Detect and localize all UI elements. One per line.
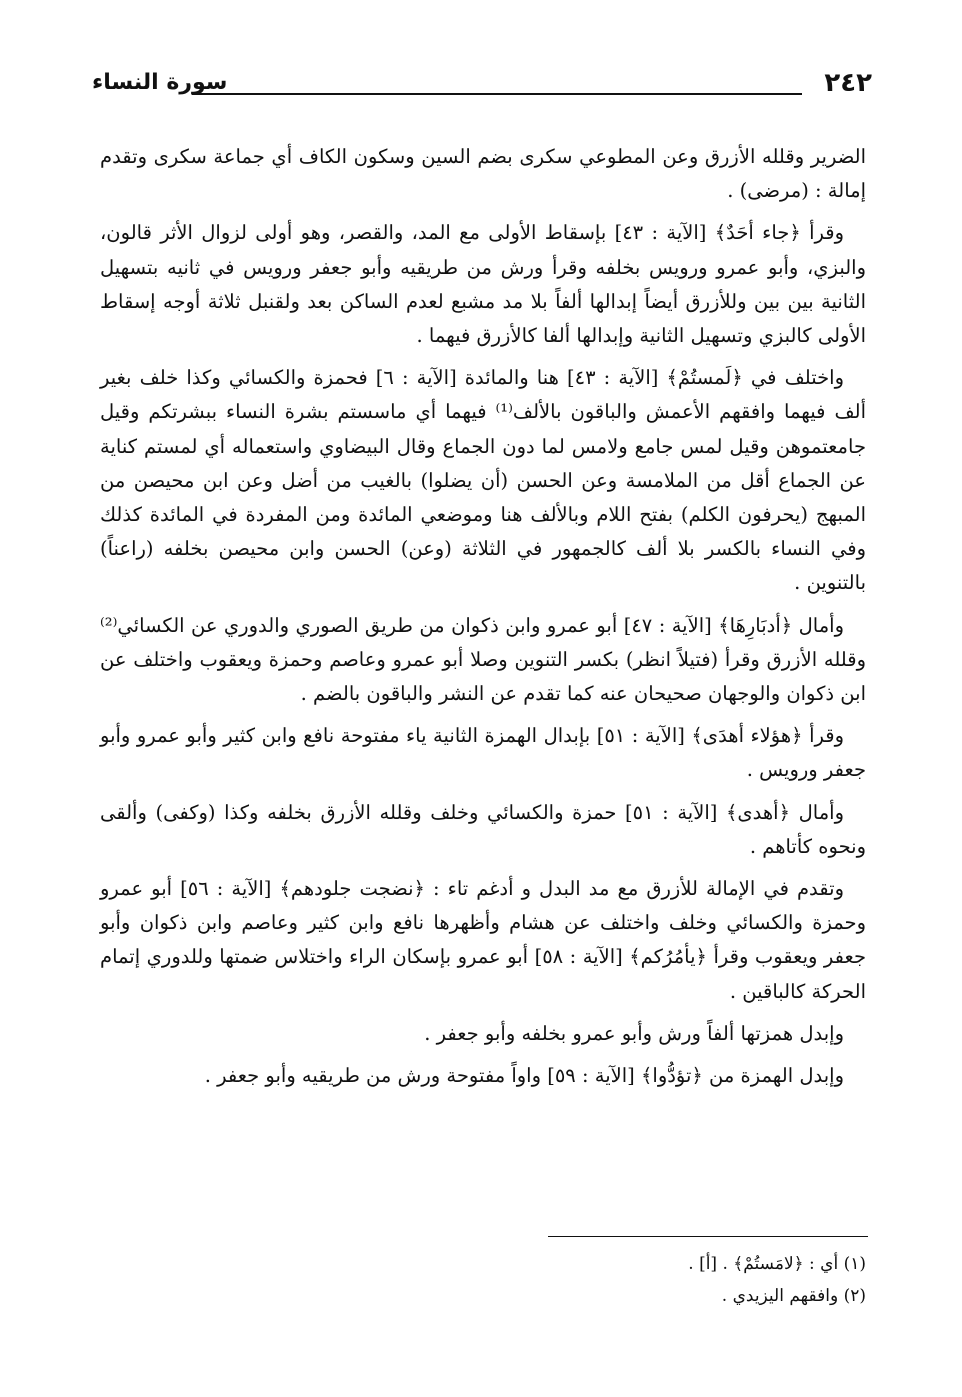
paragraph: وأمال ﴿أدبَارِهَا﴾ [الآية : ٤٧] أبو عمرو وابن ذكوان من طريق الصوري والدوري عن الكسائي⁽²⁾ وقلله الأزرق وقرأ (فتيلاً انظر) بكسر التنوين وصلا أبو عمرو وعاصم وحمزة ويعقوب واختلف عن ابن ذكوان والوجهان صحيحان عنه كما تقدم عن النشر والباقون بالضم . xyxy=(100,613,866,706)
footnote: (٢) وافقهم اليزيدي . xyxy=(721,1286,866,1306)
paragraph: وأمال ﴿أهدى﴾ [الآية : ٥١] حمزة والكسائي وخلف وقلله الأزرق بخلفه وكذا (وكفى) وألقى ونحوه كأتاهم . xyxy=(100,800,866,858)
footnote-separator xyxy=(548,1236,868,1237)
page-number: ٢٤٢ xyxy=(824,68,872,98)
footnote: (١) أي : ﴿لامَستُمْ﴾ . [أ] . xyxy=(688,1254,866,1274)
surah-name: سورة النساء xyxy=(92,70,228,95)
footnotes xyxy=(500,1248,866,1312)
main-text xyxy=(100,140,866,1101)
paragraph: وإبدل الهمزة من ﴿تؤدُّوا﴾ [الآية : ٥٩] واواً مفتوحة ورش من طريقيه وأبو جعفر . xyxy=(204,1064,844,1088)
paragraph: وإبدل همزتها ألفاً ورش وأبو عمرو بخلفه وأبو جعفر . xyxy=(424,1021,844,1045)
paragraph: وقرأ ﴿هؤلاء أهدَى﴾ [الآية : ٥١] بإبدال الهمزة الثانية ياء مفتوحة نافع وابن كثير وأبو عمرو وأبو جعفر ورويس . xyxy=(100,724,866,782)
paragraph: الضرير وقلله الأزرق وعن المطوعي سكرى بضم السين وسكون الكاف أي جماعة سكرى وتقدم إمالة : (مرضى) . xyxy=(100,145,866,203)
header-rule xyxy=(192,93,802,95)
page-header xyxy=(92,66,872,106)
paragraph: وقرأ ﴿جاء أحَدٌ﴾ [الآية : ٤٣] بإسقاط الأولى مع المد، والقصر، وهو أولى لزوال الأثر قالون، والبزي، وأبو عمرو ورويس بخلفه وقرأ ورش من طريقيه وأبو جعفر ورويس في ثانيه بتسهيل الثانية بين بين وللأزرق أيضاً إبدالها ألفاً بلا مد مشبع لعدم الساكن بعد ولقنبل ثلاثة أوجه إسقاط الأولى كالبزي وتسهيل الثانية وإبدالها ألفا كالأزرق فيهما . xyxy=(100,221,866,348)
paragraph: واختلف في ﴿لَمستُمْ﴾ [الآية : ٤٣] هنا والمائدة [الآية : ٦] فحمزة والكسائي وكذا خلف بغير ألف فيهما وافقهم الأعمش والباقون بالألف⁽¹⁾ فيهما أي ماسستم بشرة النساء ببشرتكم وقيل جامعتموهن وقيل لمس جامع ولامس لما دون الجماع وقال البيضاوي واستعماله أي لمستم كناية عن الجماع أقل من الملامسة وعن الحسن (أن يضلوا) بالغيب من أضل وعن ابن محيصن من المبهج (يحرفون الكلم) بفتح اللام وبالألف هنا وموضعي المائدة ومن المفردة في المائدة كذلك وفي النساء بالكسر بلا ألف كالجمهور في الثلاثة (وعن) الحسن وابن محيصن بخلفه (راعناً) بالتنوين . xyxy=(100,366,866,595)
paragraph: وتقدم في الإمالة للأزرق مع مد البدل و أدغم تاء : ﴿نضجت جلودهم﴾ [الآية : ٥٦] أبو عمرو وحمزة والكسائي وخلف واختلف عن هشام وأظهرها نافع وابن كثير وعاصم وابن ذكوان وأبو جعفر ويعقوب وقرأ ﴿يأمُرُكم﴾ [الآية : ٥٨] أبو عمرو بإسكان الراء واختلاس ضمتها وللدوري إتمام الحركة كالباقين . xyxy=(100,877,866,1003)
